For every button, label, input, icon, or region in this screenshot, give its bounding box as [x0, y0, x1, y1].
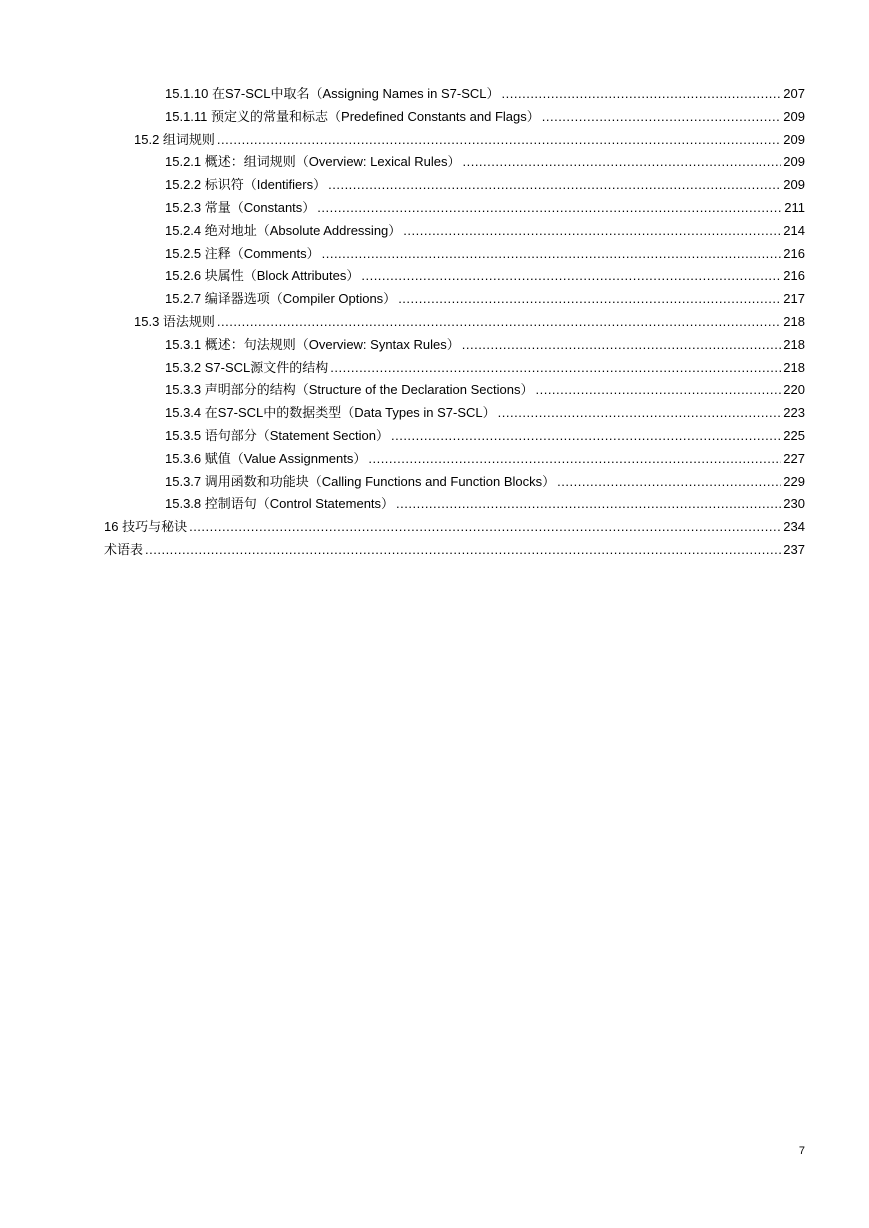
toc-entry-label: 15.3.7 调用函数和功能块（Calling Functions and Function Blocks）	[165, 473, 556, 489]
dot-leader	[396, 493, 781, 516]
dot-leader	[317, 197, 781, 220]
dot-leader	[557, 471, 781, 494]
toc-entry-label: 15.3.2 S7-SCL源文件的结构	[165, 359, 329, 375]
toc-entry[interactable]	[0, 493, 869, 516]
toc-entry-page: 207	[783, 86, 805, 101]
toc-entry-label: 16 技巧与秘诀	[104, 519, 188, 535]
dot-leader	[217, 129, 781, 152]
toc-entry-page: 216	[783, 268, 805, 284]
toc-entry-page: 209	[783, 177, 805, 193]
dot-leader	[330, 357, 781, 380]
dot-leader	[368, 448, 781, 471]
toc-entry[interactable]	[0, 197, 869, 220]
dot-leader	[462, 151, 781, 174]
toc-entry-page: 220	[783, 382, 805, 398]
dot-leader	[498, 402, 781, 425]
toc-entry-label: 15.2.6 块属性（Block Attributes）	[165, 268, 360, 284]
dot-leader	[189, 516, 781, 539]
toc-entry-page: 234	[783, 519, 805, 535]
toc-entry-page: 218	[783, 313, 805, 329]
dot-leader	[391, 425, 781, 448]
toc-entry[interactable]	[0, 288, 869, 311]
toc-entry[interactable]	[0, 357, 869, 380]
toc-entry-page: 216	[783, 245, 805, 261]
toc-entry[interactable]	[0, 516, 869, 539]
toc-entry[interactable]	[0, 174, 869, 197]
toc-entry-page: 227	[783, 450, 805, 466]
dot-leader	[535, 379, 781, 402]
toc-entry-page: 230	[783, 496, 805, 512]
toc-entry-label: 15.3.5 语句部分（Statement Section）	[165, 427, 389, 443]
toc-entry-label: 术语表	[104, 541, 144, 557]
toc-entry-label: 15.2.4 绝对地址（Absolute Addressing）	[165, 222, 402, 238]
toc-entry-label: 15.3.8 控制语句（Control Statements）	[165, 496, 395, 512]
toc-entry-page: 225	[783, 427, 805, 443]
toc-entry[interactable]	[0, 334, 869, 357]
toc-entry-label: 15.2.1 概述：组词规则（Overview: Lexical Rules）	[165, 154, 461, 170]
toc-entry-label: 15.3.4 在S7-SCL中的数据类型（Data Types in S7-SCL）	[165, 405, 496, 421]
toc-entry-page: 209	[783, 154, 805, 170]
toc-entry-label: 15.2.5 注释（Comments）	[165, 245, 320, 261]
toc-entry-page: 209	[783, 131, 805, 147]
toc-entry-page: 214	[783, 222, 805, 238]
table-of-contents	[0, 83, 869, 562]
dot-leader	[502, 83, 781, 106]
toc-entry-label: 15.3.3 声明部分的结构（Structure of the Declaration Sections）	[165, 382, 534, 398]
toc-entry[interactable]	[0, 402, 869, 425]
toc-entry[interactable]	[0, 83, 869, 106]
toc-entry-label: 15.2.2 标识符（Identifiers）	[165, 177, 327, 193]
page-number: 7	[798, 1145, 805, 1157]
dot-leader	[542, 106, 781, 129]
dot-leader	[328, 174, 781, 197]
toc-entry[interactable]	[0, 448, 869, 471]
toc-entry-page: 223	[783, 405, 805, 421]
toc-entry-label: 15.2 组词规则	[134, 131, 215, 147]
toc-entry-page: 229	[783, 473, 805, 489]
toc-entry[interactable]	[0, 379, 869, 402]
toc-entry[interactable]	[0, 106, 869, 129]
toc-entry-label: 15.3.1 概述：句法规则（Overview: Syntax Rules）	[165, 336, 460, 352]
dot-leader	[361, 265, 781, 288]
dot-leader	[403, 220, 781, 243]
dot-leader	[322, 243, 781, 266]
dot-leader	[145, 539, 781, 562]
toc-entry[interactable]	[0, 151, 869, 174]
toc-entry[interactable]	[0, 243, 869, 266]
toc-entry-label: 15.1.11 预定义的常量和标志（Predefined Constants and Flags）	[165, 108, 540, 124]
toc-entry-label: 15.2.3 常量（Constants）	[165, 199, 316, 215]
toc-entry[interactable]	[0, 265, 869, 288]
toc-entry-page: 237	[783, 541, 805, 557]
toc-entry-page: 218	[783, 359, 805, 375]
toc-entry-page: 218	[783, 336, 805, 352]
toc-entry-label: 15.2.7 编译器选项（Compiler Options）	[165, 291, 397, 307]
toc-entry-page: 211	[784, 199, 805, 215]
toc-entry[interactable]	[0, 471, 869, 494]
toc-entry[interactable]	[0, 311, 869, 334]
dot-leader	[217, 311, 781, 334]
toc-entry-label: 15.3 语法规则	[134, 313, 215, 329]
dot-leader	[398, 288, 781, 311]
toc-entry-page: 217	[783, 291, 805, 307]
toc-entry-page: 209	[783, 108, 805, 124]
toc-entry[interactable]	[0, 539, 869, 562]
toc-entry-label: 15.3.6 赋值（Value Assignments）	[165, 450, 367, 466]
toc-entry[interactable]	[0, 129, 869, 152]
toc-entry[interactable]	[0, 425, 869, 448]
dot-leader	[462, 334, 781, 357]
toc-entry[interactable]	[0, 220, 869, 243]
toc-entry-label: 15.1.10 在S7-SCL中取名（Assigning Names in S7-SCL）	[165, 86, 500, 101]
